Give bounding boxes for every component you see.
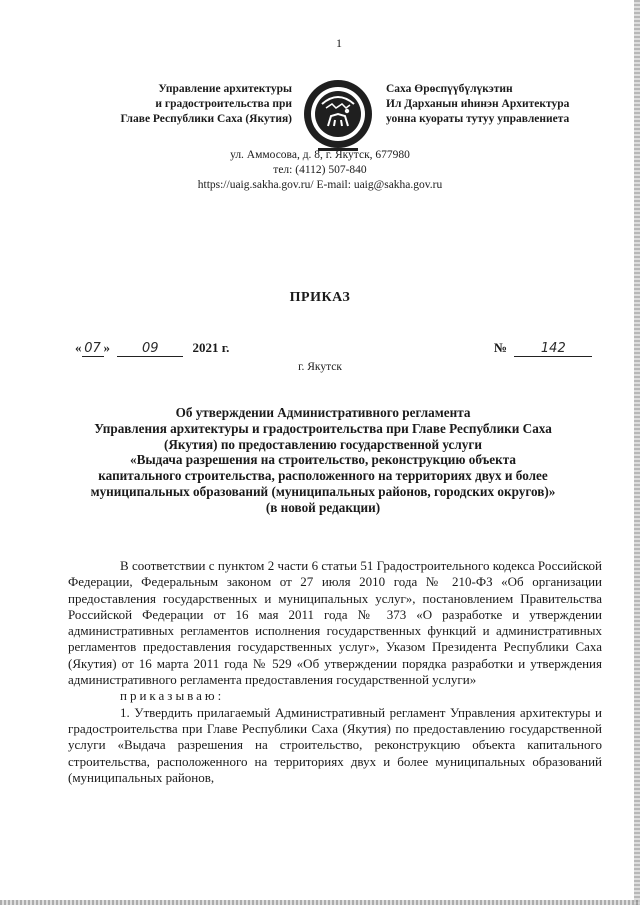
- web-and-email: https://uaig.sakha.gov.ru/ E-mail: uaig@sakha.gov.ru: [197, 179, 443, 191]
- date-month: 09: [117, 341, 183, 357]
- document-title: [60, 405, 586, 516]
- title-line: Об утверждении Административного регламента: [175, 405, 471, 420]
- city: г. Якутск: [298, 361, 342, 373]
- page-number: 1: [336, 36, 342, 50]
- org-name-russian: [60, 82, 292, 127]
- preamble-paragraph: В соответствии с пунктом 2 части 6 статьи 51 Градостроительного кодекса Российской Федерации, Федеральным законом от 27 июля 2010 года № 210-ФЗ «Об организации предоставления государственных и муниципальных услуг», постановлением Правительства Российской Федерации от 16 мая 2011 года № 373 «О разработке и утверждении административных регламентов исполнения государственных функций и административных регламентов предоставления государственных услуг», Указом Президента Республики Саха (Якутия) от 16 марта 2011 года № 529 «Об утверждении порядка разработки и утверждения административного регламента предоставления государственной услуги»: [68, 558, 602, 688]
- org-name-yakut: [386, 82, 626, 127]
- phone: тел: (4112) 507-840: [273, 164, 367, 176]
- title-line: муниципальных образований (муниципальных районов, городских округов)»: [90, 483, 556, 499]
- org-line: Управление архитектуры: [158, 83, 292, 95]
- coat-of-arms-emblem-icon: [298, 74, 378, 154]
- contact-block: [120, 148, 520, 193]
- number-value: 142: [514, 341, 592, 357]
- title-line: (в новой редакции): [265, 499, 381, 515]
- date-year: 2021 г.: [192, 340, 230, 355]
- document-body: [68, 558, 602, 786]
- org-line: Ил Дарханын иһинэн Архитектура: [386, 98, 570, 110]
- order-date: [75, 340, 229, 357]
- number-label: №: [494, 340, 508, 355]
- org-line: и градостроительства при: [155, 98, 292, 110]
- document-type: ПРИКАЗ: [289, 290, 351, 305]
- scan-edge-right: [634, 0, 640, 905]
- address: ул. Аммосова, д. 8, г. Якутск, 677980: [230, 149, 410, 161]
- order-word: приказываю:: [120, 688, 225, 704]
- org-line: Саха Өрөспүүбүлүкэтин: [386, 83, 513, 95]
- quote-open: «: [75, 340, 82, 355]
- scan-edge-bottom: [0, 900, 640, 905]
- org-line: уонна куораты тутуу управлениета: [386, 113, 570, 125]
- order-number: [494, 340, 592, 357]
- title-line: капитального строительства, расположенного на территориях двух и более: [98, 468, 548, 484]
- title-line: (Якутия) по предоставлению государственной услуги: [164, 436, 482, 452]
- title-line: Управления архитектуры и градостроительства при Главе Республики Саха: [94, 420, 552, 436]
- item-1-paragraph: 1. Утвердить прилагаемый Административный регламент Управления архитектуры и градостроительства при Главе Республики Саха (Якутия) по предоставлению государственной услуги «Выдача разрешения на строительство, реконструкцию объекта капитального строительства, расположенного на территориях двух и более муниципальных образований (муниципальных районов,: [68, 704, 602, 785]
- date-day: 07: [82, 341, 104, 357]
- title-line: «Выдача разрешения на строительство, реконструкцию объекта: [130, 452, 516, 468]
- org-line: Главе Республики Саха (Якутия): [120, 113, 292, 125]
- quote-close: »: [103, 340, 110, 355]
